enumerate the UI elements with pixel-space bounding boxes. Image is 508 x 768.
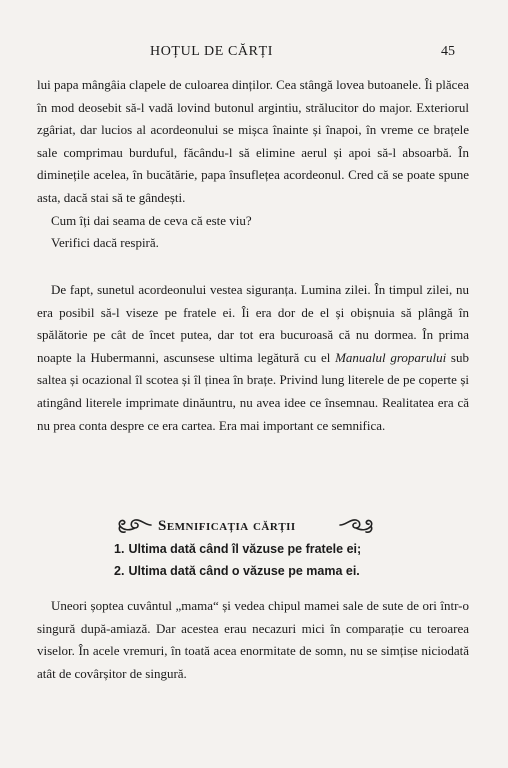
page-header	[0, 44, 508, 66]
list-item-number: 1.	[114, 542, 125, 556]
text-block-bottom	[37, 595, 469, 685]
page-number: 45	[441, 44, 455, 59]
running-title: HOȚUL DE CĂRȚI	[150, 44, 273, 59]
paragraph: Uneori șoptea cuvântul „mama“ și vedea chipul mamei sale de sute de ori într-o singură după-amiază. Dar acestea erau necazuri mici în comparație cu teroarea viselor. În acele vremuri, în toată acea enormitate de somn, nu se simțise niciodată atât de covârșitor de singură.	[37, 598, 469, 681]
paragraph	[37, 279, 469, 437]
text-block-top	[37, 74, 469, 255]
book-title-italic: Manualul groparului	[335, 349, 447, 365]
paragraph: Verifici dacă respiră.	[51, 235, 159, 251]
list-item	[114, 564, 494, 578]
list-item-text: Ultima dată când îl văzuse pe fratele ei;	[128, 542, 362, 556]
section-title: Semnificația cărții	[158, 518, 296, 534]
list-item-number: 2.	[114, 564, 125, 578]
list-item	[114, 542, 494, 556]
paragraph: Cum îți dai seama de ceva că este viu?	[51, 212, 252, 228]
left-ornament-icon	[115, 512, 153, 536]
text-block-middle	[37, 279, 469, 437]
paragraph: lui papa mângâia clapele de culoarea dinților. Cea stângă lovea butoanele. Îi plăcea în mod deosebit să-l vadă lovind butonul argintiu, strălucitor do major. Exteriorul zgâriat, dar lucios al acordeonului se mișca înainte și înapoi, în vreme ce brațele sale comprimau burduful, făcându-l să elimine aerul și apoi să-l absoarbă. În diminețile acelea, în bucătărie, papa însuflețea acordeonul. Cred că se poate spune asta, dacă stai să te gândești.	[37, 77, 469, 205]
paragraph-text: sub saltea și ocazional îl scotea și îl ținea în brațe. Privind lung literele de pe coperte și atingând literele imprimate dinăuntru, nu avea idee ce însemnau. Realitatea era că nu prea conta despre ce era cartea. Era mai important ce semnifica.	[37, 349, 469, 433]
list-item-text: Ultima dată când o văzuse pe mama ei.	[128, 564, 360, 578]
section-heading	[0, 512, 508, 542]
paragraph-text: De fapt, sunetul acordeonului vestea siguranța. Lumina zilei. În timpul zilei, nu era posibil să-l viseze pe fratele ei. Îi era dor de el și obișnuia să plângă în spălătorie pe cât de încet putea, dar tot era bucuroasă că nu dormea. În prima noapte la Hubermanni, ascunsese ultima legătură cu el	[37, 282, 469, 365]
right-ornament-icon	[338, 512, 376, 536]
